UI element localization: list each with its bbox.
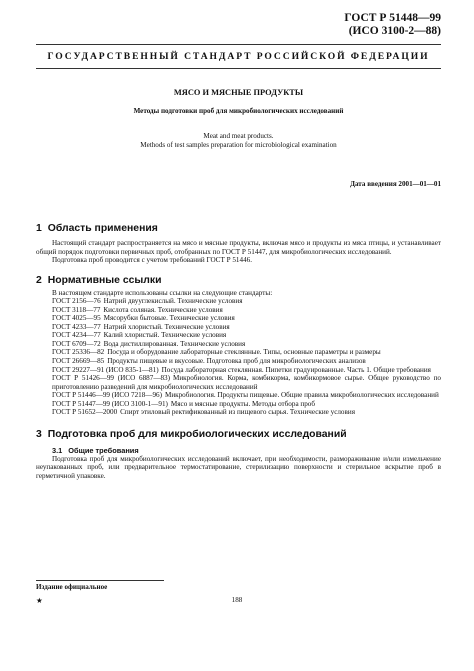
subsection-number: 3.1	[52, 445, 63, 455]
references-intro: В настоящем стандарте использованы ссылки на следующие стандарты:	[52, 288, 273, 297]
reference-text: Натрий двууглекислый. Технические условия	[103, 297, 243, 306]
header-rule-bottom	[36, 68, 441, 69]
document-code: ГОСТ Р 51448—99	[344, 12, 441, 24]
reference-code: ГОСТ 6709—72	[52, 339, 101, 348]
reference-text: Вода дистиллированная. Технические условия	[103, 339, 246, 348]
reference-text: Продукты пищевые и вкусовые. Подготовка проб для микробиологических анализов	[107, 357, 366, 366]
reference-text: Мясо и мясные продукты. Методы отбора проб	[170, 399, 315, 408]
reference-text: Спирт этиловый ректификованный из пищевого сырья. Технические условия	[120, 408, 355, 417]
document-code-iso: (ИСО 3100-2—88)	[348, 25, 441, 37]
reference-text: Натрий хлористый. Технические условия	[103, 322, 230, 331]
reference-code: ГОСТ 29227—91 (ИСО 835-1—81)	[52, 365, 159, 374]
document-subtitle-en: Methods of test samples preparation for microbiological examination	[140, 141, 337, 149]
reference-code: ГОСТ 4234—77	[52, 331, 101, 340]
section-3-heading	[36, 429, 441, 440]
reference-item	[36, 357, 441, 366]
section-1-heading	[36, 223, 441, 234]
reference-item	[36, 314, 441, 323]
document-title: МЯСО И МЯСНЫЕ ПРОДУКТЫ	[173, 88, 304, 97]
reference-text: Посуда лабораторная стеклянная. Пипетки градуированные. Часть 1. Общие требования	[161, 365, 431, 374]
section-title: Область применения	[47, 223, 158, 234]
header-rule-top	[36, 44, 441, 45]
reference-item	[36, 366, 441, 375]
reference-code: ГОСТ 2156—76	[52, 297, 101, 306]
paragraph: Настоящий стандарт распространяется на мясо и мясные продукты, включая мясо и продукты из мяса птицы, и устанавливает общий порядок подготовки первичных проб, отобранных по ГОСТ Р 51447, для микробиологических исследований.	[36, 239, 441, 256]
reference-item	[36, 408, 441, 417]
reference-item	[36, 340, 441, 349]
reference-text: Микробиология. Корма, комбикорма, комбикормовое сырье. Общее руководство по приготовлению разведений для микробиологических исследований	[52, 374, 441, 391]
official-edition-label: Издание официальное	[36, 583, 108, 591]
reference-item	[36, 323, 441, 332]
paragraph: Подготовка проб проводится с учетом требований ГОСТ Р 51446.	[52, 256, 252, 265]
reference-code: ГОСТ 3118—77	[52, 305, 101, 314]
subsection-3-1-heading	[52, 446, 441, 455]
paragraph: Подготовка проб для микробиологических исследований включает, при необходимости, размораживание и/или измельчение неупакованных проб, или предварительное термостатирование, стерилизацию поверхности и стерильное вскрытие проб в герметичной упаковке.	[36, 454, 441, 480]
section-title: Подготовка проб для микробиологических исследований	[47, 428, 347, 440]
reference-code: ГОСТ 26669—85	[52, 357, 105, 366]
reference-item	[36, 331, 441, 340]
reference-text: Калий хлористый. Технические условия	[103, 331, 227, 340]
reference-item	[36, 374, 441, 391]
reference-item	[36, 306, 441, 315]
subsection-title: Общие требования	[68, 445, 139, 455]
reference-code: ГОСТ 25336—82	[52, 348, 105, 357]
section-number: 3	[36, 428, 42, 440]
section-number: 2	[36, 274, 42, 286]
section-title: Нормативные ссылки	[47, 274, 162, 286]
page-number: 188	[231, 596, 243, 604]
reference-code: ГОСТ 4233—77	[52, 322, 101, 331]
document-subtitle: Методы подготовки проб для микробиологических исследований	[133, 107, 344, 115]
footer-rule	[36, 580, 164, 581]
reference-text: Мясорубки бытовые. Технические условия	[103, 314, 235, 323]
reference-item	[36, 348, 441, 357]
reference-text: Посуда и оборудование лабораторные стеклянные. Типы, основные параметры и размеры	[107, 348, 381, 357]
normative-references-list	[36, 289, 441, 417]
reference-code: ГОСТ Р 51447—99 (ИСО 3100-1—91)	[52, 399, 168, 408]
document-title-en: Meat and meat products.	[203, 132, 274, 140]
reference-code: ГОСТ Р 51446—99 (ИСО 7218—96)	[52, 391, 162, 400]
state-standard-banner: ГОСУДАРСТВЕННЫЙ СТАНДАРТ РОССИЙСКОЙ ФЕДЕРАЦИИ	[47, 51, 430, 62]
reference-text: Микробиология. Продукты пищевые. Общие правила микробиологических исследований	[164, 391, 439, 400]
reference-item	[36, 391, 441, 400]
section-number: 1	[36, 223, 42, 234]
introduction-date: Дата введения 2001—01—01	[350, 180, 441, 188]
reference-code: ГОСТ 4025—95	[52, 314, 101, 323]
reference-code: ГОСТ Р 51426—99 (ИСО 6887—83)	[52, 374, 170, 383]
section-2-heading	[36, 275, 441, 286]
section-1-body	[36, 239, 441, 265]
reference-text: Кислота соляная. Технические условия	[103, 305, 223, 314]
star-mark: ★	[36, 596, 43, 605]
reference-item	[36, 297, 441, 306]
reference-item	[36, 400, 441, 409]
reference-code: ГОСТ Р 51652—2000	[52, 408, 118, 417]
